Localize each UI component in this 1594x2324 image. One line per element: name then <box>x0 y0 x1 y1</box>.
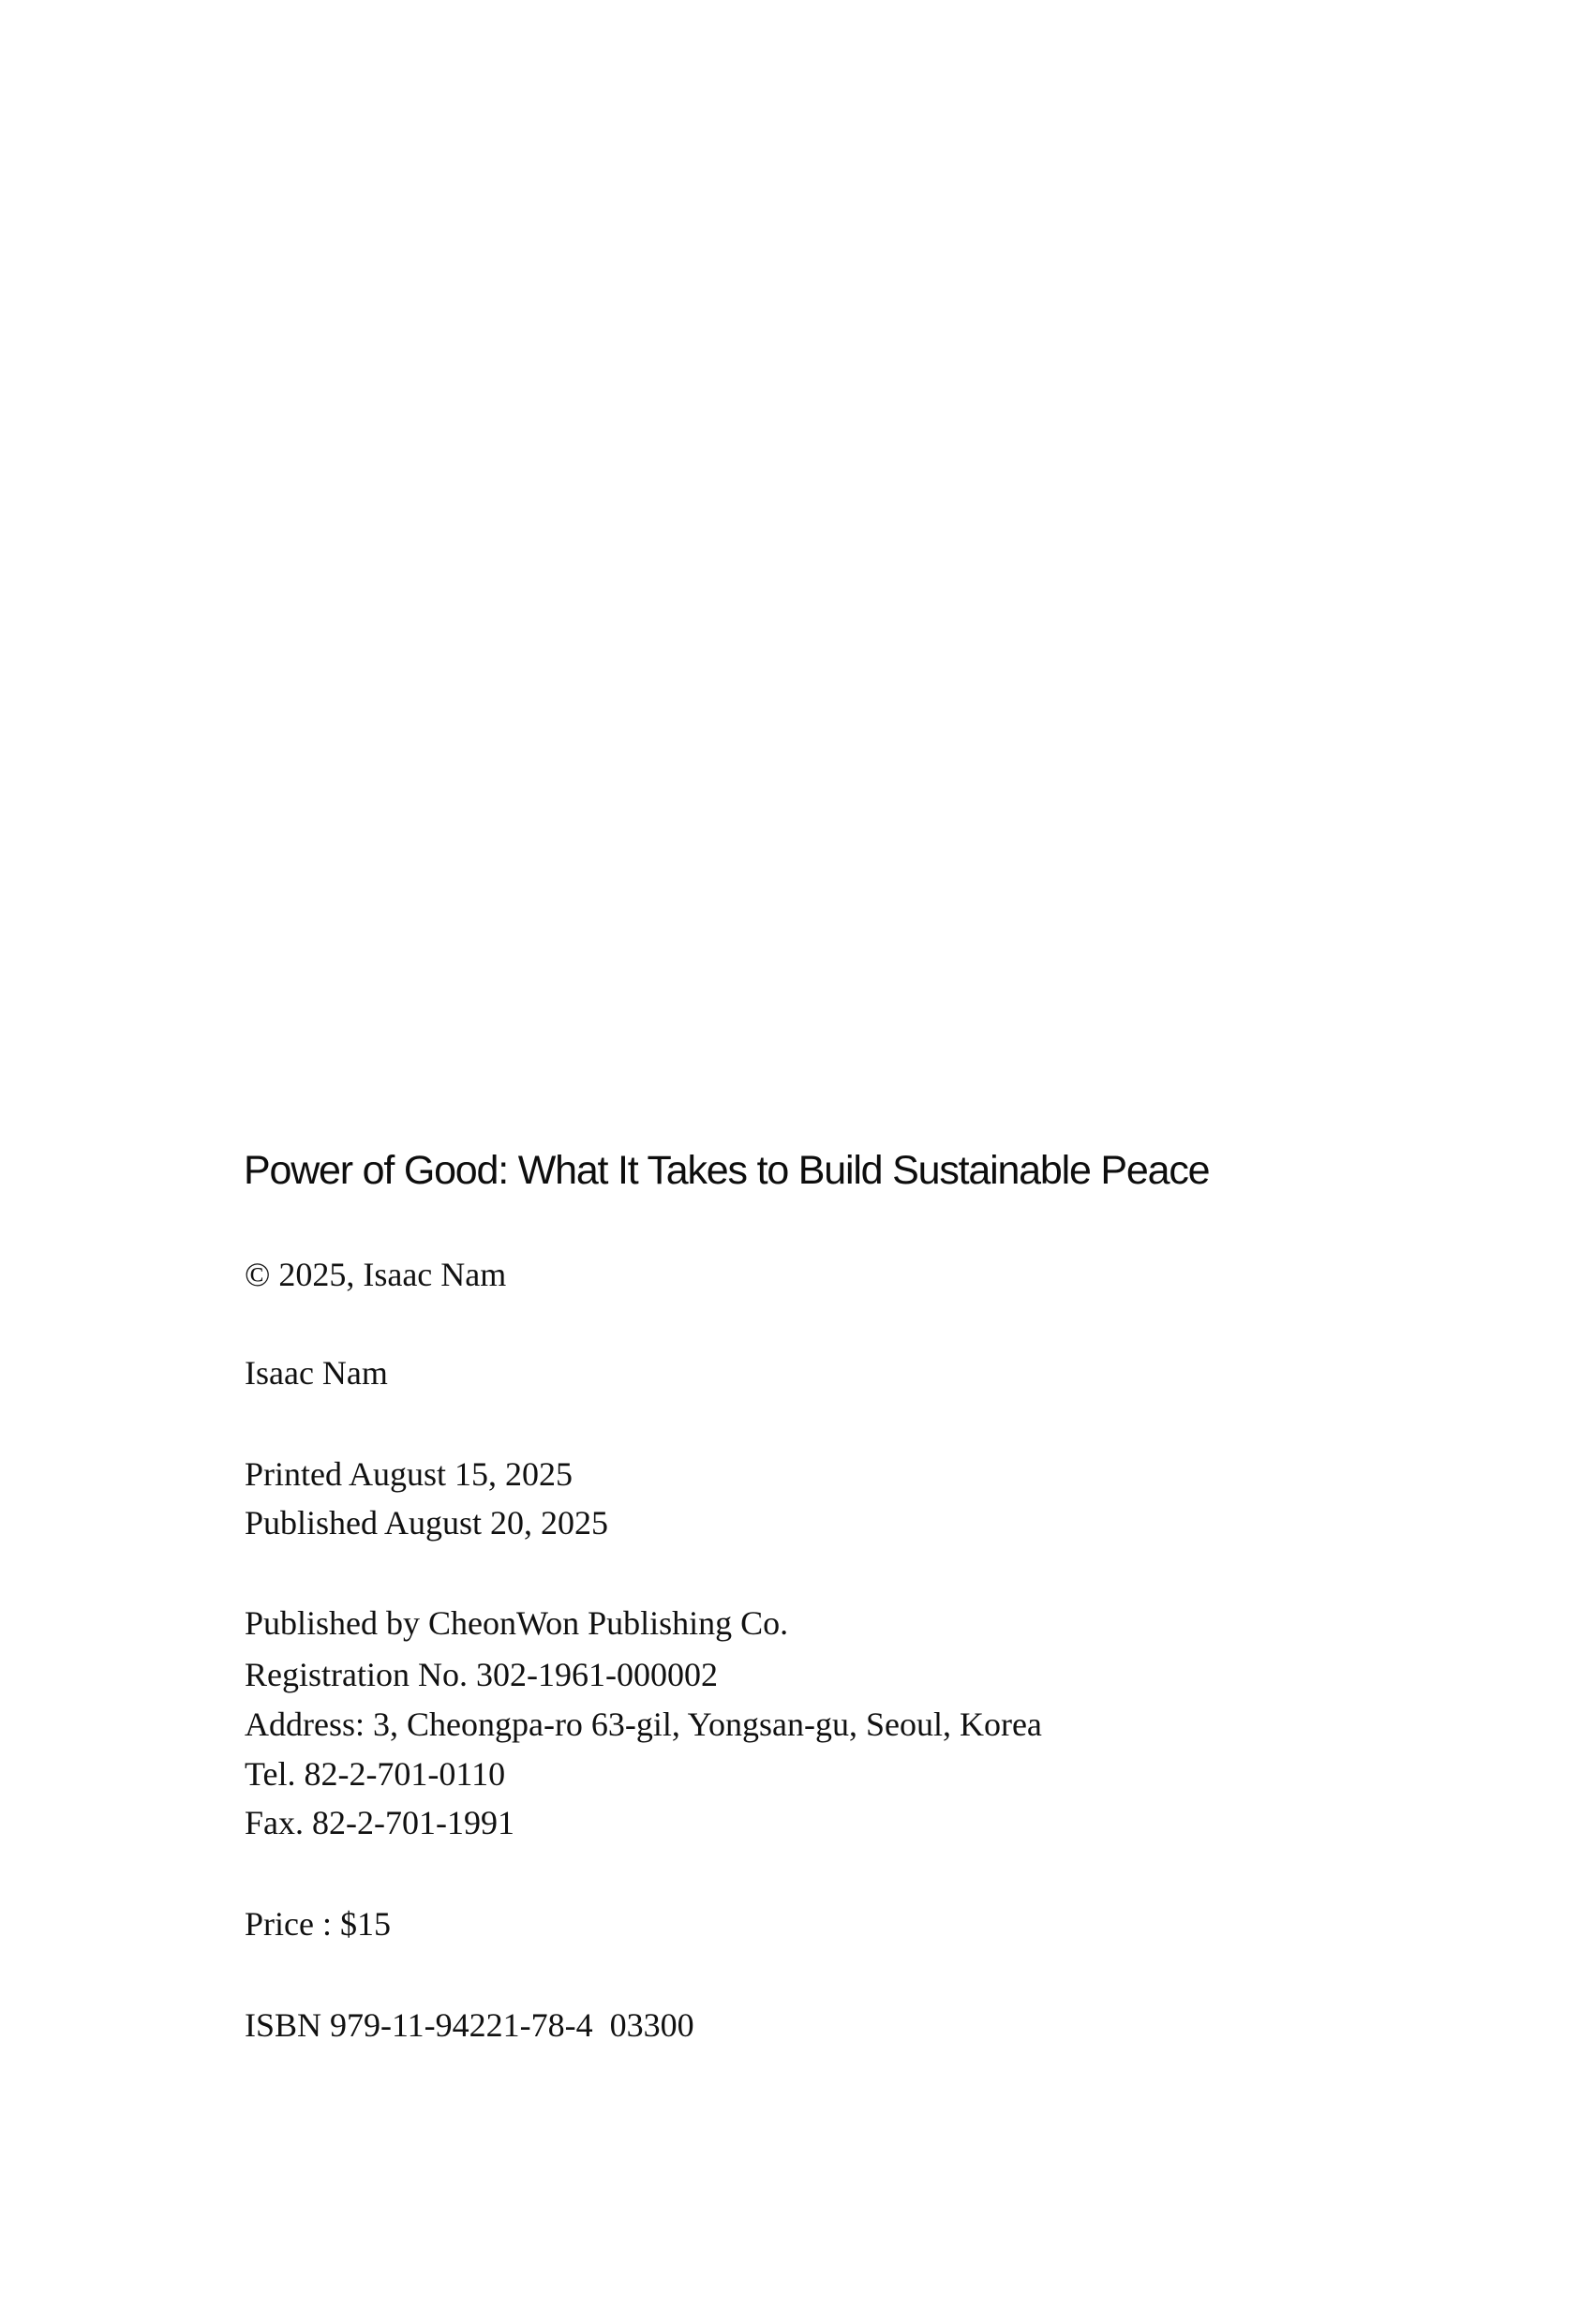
published-date: Published August 20, 2025 <box>245 1504 609 1542</box>
fax-number: Fax. 82-2-701-1991 <box>245 1804 514 1841</box>
book-title: Power of Good: What It Takes to Build Sustainable Peace <box>244 1148 1210 1193</box>
publisher-address: Address: 3, Cheongpa-ro 63-gil, Yongsan-gu, Seoul, Korea <box>245 1706 1042 1743</box>
author-name: Isaac Nam <box>245 1354 388 1392</box>
publisher-name: Published by CheonWon Publishing Co. <box>245 1604 789 1642</box>
registration-number: Registration No. 302-1961-000002 <box>245 1656 718 1693</box>
telephone-number: Tel. 82-2-701-0110 <box>245 1755 506 1793</box>
printed-date: Printed August 15, 2025 <box>245 1455 574 1493</box>
copyright-line: © 2025, Isaac Nam <box>245 1256 507 1293</box>
isbn-line: ISBN 979-11-94221-78-4 03300 <box>245 2006 694 2044</box>
price-line: Price : $15 <box>245 1905 391 1943</box>
